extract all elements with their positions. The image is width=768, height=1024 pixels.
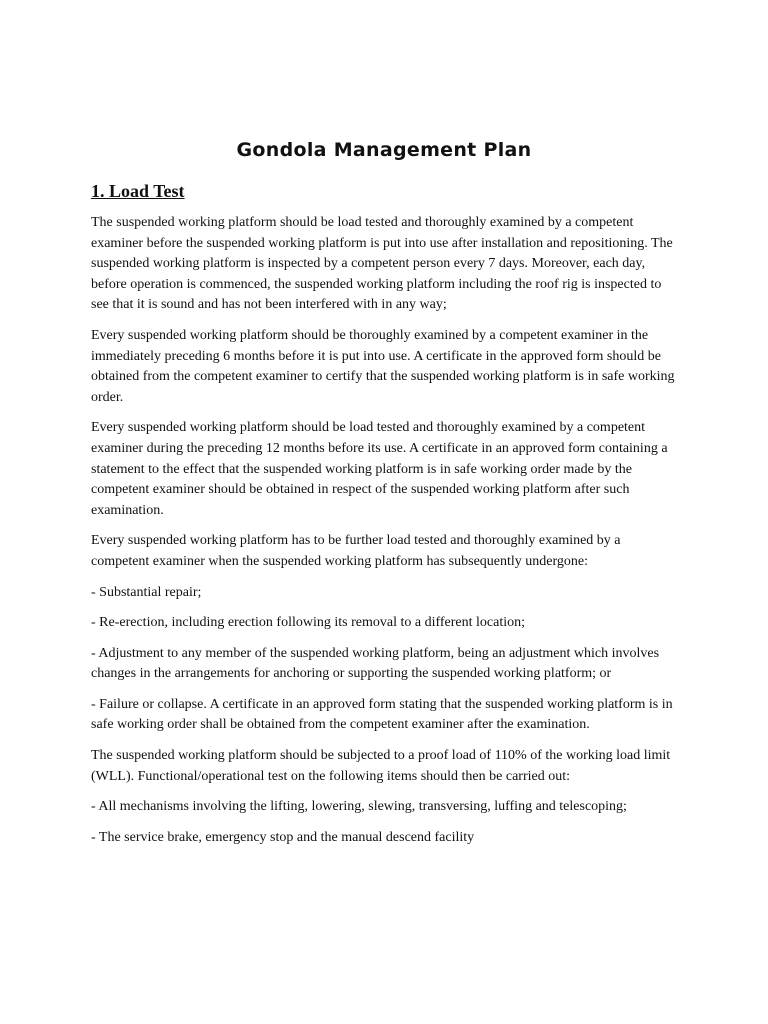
section-heading: 1. Load Test (91, 181, 185, 201)
document-title: Gondola Management Plan (236, 139, 532, 161)
paragraph-six-month-exam: Every suspended working platform should be thoroughly examined by a competent examiner in the immediately preceding 6 months before it is put into use. A certificate in the approved form should be obtained from the competent examiner to certify that the suspended working platform is in safe working order. (91, 327, 675, 405)
list-item-re-erection: - Re-erection, including erection following its removal to a different location; (91, 615, 525, 631)
list-item-brakes: - The service brake, emergency stop and the manual descend facility (91, 829, 475, 845)
list-item-failure: - Failure or collapse. A certificate in an approved form stating that the suspended working platform is in safe working order shall be obtained from the competent examiner after the examination. (91, 696, 673, 733)
list-item-adjustment: - Adjustment to any member of the suspended working platform, being an adjustment which involves changes in the arrangements for anchoring or supporting the suspended working platform; or (91, 645, 660, 682)
list-item-substantial-repair: - Substantial repair; (91, 584, 202, 600)
list-item-mechanisms: - All mechanisms involving the lifting, lowering, slewing, transversing, luffing and telescoping; (91, 799, 627, 815)
paragraph-load-test-intro: The suspended working platform should be load tested and thoroughly examined by a competent examiner before the suspended working platform is put into use after installation and repositioning. The suspended working platform is inspected by a competent person every 7 days. Moreover, each day, before operation is commenced, the suspended working platform including the roof rig is inspected to see that it is sound and has not been interfered with in any way; (91, 215, 673, 313)
document-body (91, 213, 681, 858)
paragraph-twelve-month-test: Every suspended working platform should be load tested and thoroughly examined by a competent examiner during the preceding 12 months before its use. A certificate in an approved form containing a statement to the effect that the suspended working platform is in safe working order made by the competent examiner should be obtained in respect of the suspended working platform after such examination. (91, 420, 668, 518)
paragraph-proof-load: The suspended working platform should be subjected to a proof load of 110% of the working load limit (WLL). Functional/operational test on the following items should then be carried out: (91, 748, 671, 784)
paragraph-further-test: Every suspended working platform has to be further load tested and thoroughly examined by a competent examiner when the suspended working platform has subsequently undergone: (91, 533, 621, 569)
